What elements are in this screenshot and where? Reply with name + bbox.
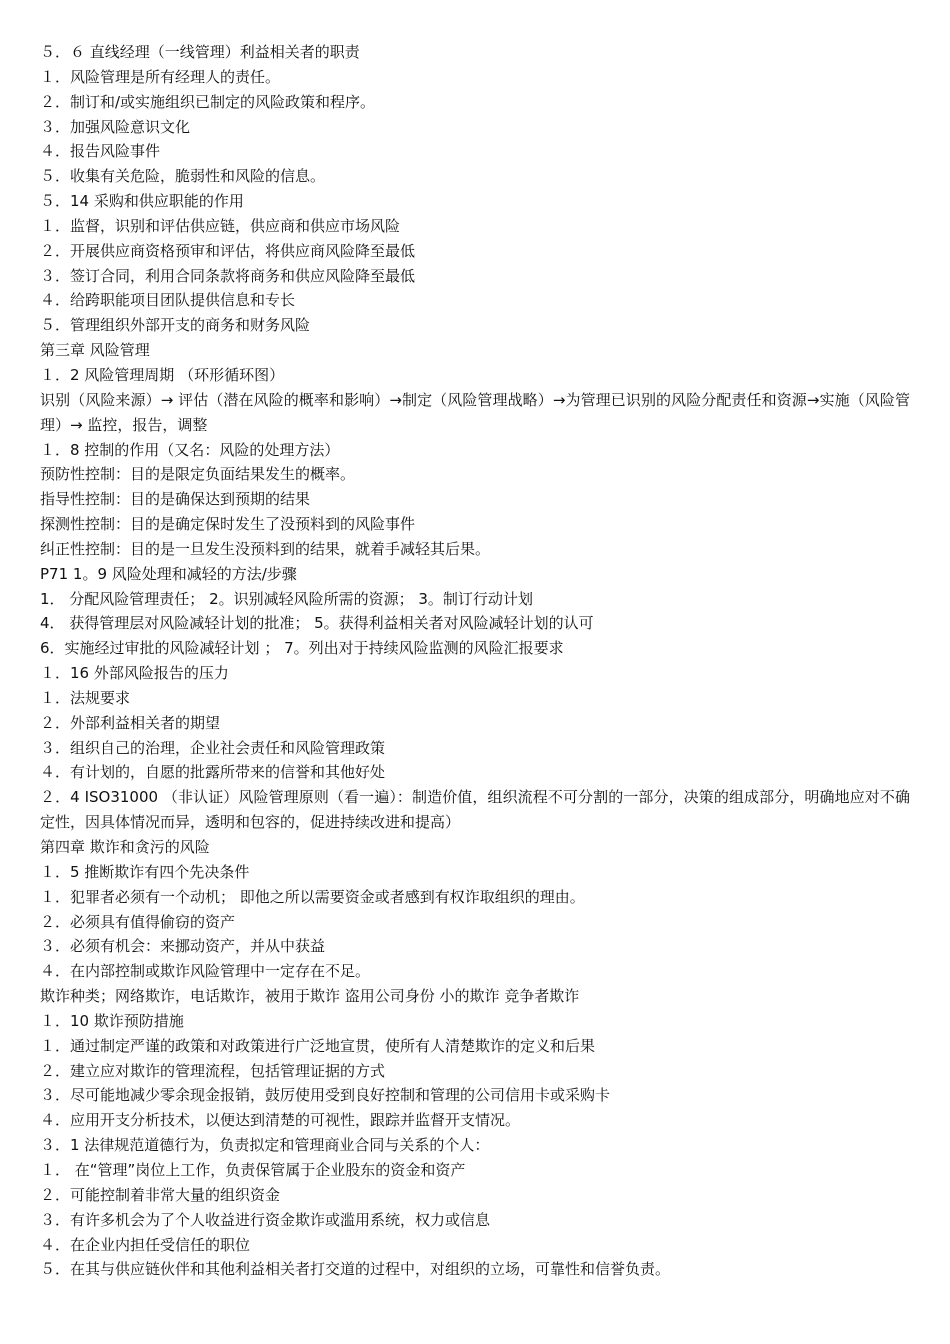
list-item: 纠正性控制：目的是一旦发生没预料到的结果，就着手减轻其后果。 — [40, 539, 491, 558]
list-item: ３．签订合同，利用合同条款将商务和供应风险降至最低 — [40, 266, 416, 285]
list-item: ４．在企业内担任受信任的职位 — [40, 1235, 251, 1254]
list-item: ５．收集有关危险，脆弱性和风险的信息。 — [40, 167, 326, 186]
section-heading: １．2 风险管理周期 （环形循环图） — [40, 365, 285, 384]
list-item: ４．在内部控制或欺诈风险管理中一定存在不足。 — [40, 962, 371, 981]
list-item: ３．有许多机会为了个人收益进行资金欺诈或滥用系统，权力或信息 — [40, 1210, 491, 1229]
chapter-heading: 第四章 欺诈和贪污的风险 — [40, 838, 210, 856]
section-heading: １．5 推断欺诈有四个先决条件 — [40, 862, 250, 881]
section-heading: １．16 外部风险报告的压力 — [40, 664, 229, 683]
list-item: ２．外部利益相关者的期望 — [40, 713, 221, 732]
list-item: ５．在其与供应链伙伴和其他利益相关者打交道的过程中，对组织的立场，可靠性和信誉负责。 — [40, 1260, 671, 1279]
chapter-heading: 第三章 风险管理 — [40, 341, 150, 360]
section-heading: ３．1 法律规范道德行为，负责拟定和管理商业合同与关系的个人： — [40, 1136, 490, 1155]
list-item: 1． 分配风险管理责任； 2。识别减轻风险所需的资源； 3。制订行动计划 — [40, 589, 533, 608]
list-item: ４．有计划的，自愿的批露所带来的信誉和其他好处 — [40, 763, 386, 782]
list-item: 6．实施经过审批的风险减轻计划 ； 7。列出对于持续风险监测的风险汇报要求 — [40, 639, 564, 658]
list-item: 指导性控制：目的是确保达到预期的结果 — [40, 490, 311, 509]
list-item: ３．必须有机会：来挪动资产，并从中获益 — [40, 937, 326, 956]
section-heading: P71 1。9 风险处理和减轻的方法/步骤 — [40, 564, 297, 583]
list-item: 探测性控制：目的是确定保时发生了没预料到的风险事件 — [40, 515, 416, 534]
list-item: ４．应用开支分析技术，以便达到清楚的可视性，跟踪并监督开支情况。 — [40, 1111, 521, 1130]
list-item: ３．尽可能地减少零余现金报销，鼓厉使用受到良好控制和管理的公司信用卡或采购卡 — [40, 1086, 611, 1105]
section-heading: １．8 控制的作用（又名：风险的处理方法） — [40, 440, 340, 459]
list-item: ２．可能控制着非常大量的组织资金 — [40, 1185, 281, 1204]
paragraph: 欺诈种类；网络欺诈，电话欺诈，被用于欺诈 盗用公司身份 小的欺诈 竞争者欺诈 — [40, 987, 580, 1006]
list-item: ２．必须具有值得偷窃的资产 — [40, 912, 236, 931]
list-item: ４．给跨职能项目团队提供信息和专长 — [40, 291, 296, 310]
section-heading: １．10 欺诈预防措施 — [40, 1011, 184, 1030]
list-item: １．法规要求 — [40, 688, 131, 707]
list-item: １．通过制定严谨的政策和对政策进行广泛地宣贯，使所有人清楚欺诈的定义和后果 — [40, 1036, 596, 1055]
list-item: ５．管理组织外部开支的商务和财务风险 — [40, 316, 311, 335]
document-page — [40, 40, 910, 1282]
list-item: ２．建立应对欺诈的管理流程，包括管理证据的方式 — [40, 1061, 386, 1080]
list-item: 预防性控制：目的是限定负面结果发生的概率。 — [40, 465, 356, 484]
paragraph: ２．4 ISO31000 （非认证）风险管理原则（看一遍）：制造价值，组织流程不可分割的一部分，决策的组成部分，明确地应对不确定性，因具体情况而异，透明和包容的，促进持续改进和提高） — [40, 788, 910, 832]
list-item: １．监督，识别和评估供应链，供应商和供应市场风险 — [40, 216, 401, 235]
section-heading: ５．14 采购和供应职能的作用 — [40, 192, 244, 211]
list-item: １．犯罪者必须有一个动机； 即他之所以需要资金或者感到有权诈取组织的理由。 — [40, 887, 585, 906]
list-item: ２．制订和/或实施组织已制定的风险政策和程序。 — [40, 92, 376, 111]
list-item: １．风险管理是所有经理人的责任。 — [40, 67, 281, 86]
list-item: ３．组织自己的治理，企业社会责任和风险管理政策 — [40, 738, 386, 757]
list-item: １． 在“管理”岗位上工作，负责保管属于企业股东的资金和资产 — [40, 1160, 466, 1179]
list-item: ２．开展供应商资格预审和评估，将供应商风险降至最低 — [40, 241, 416, 260]
list-item: ４．报告风险事件 — [40, 142, 161, 161]
section-heading: ５．６ 直线经理（一线管理）利益相关者的职责 — [40, 43, 360, 61]
list-item: 4． 获得管理层对风险减轻计划的批准； 5。获得利益相关者对风险减轻计划的认可 — [40, 614, 594, 633]
list-item: ３．加强风险意识文化 — [40, 117, 191, 136]
paragraph: 识别（风险来源）→ 评估（潜在风险的概率和影响）→制定（风险管理战略）→为管理已识别的风险分配责任和资源→实施（风险管理）→ 监控，报告，调整 — [40, 390, 910, 434]
